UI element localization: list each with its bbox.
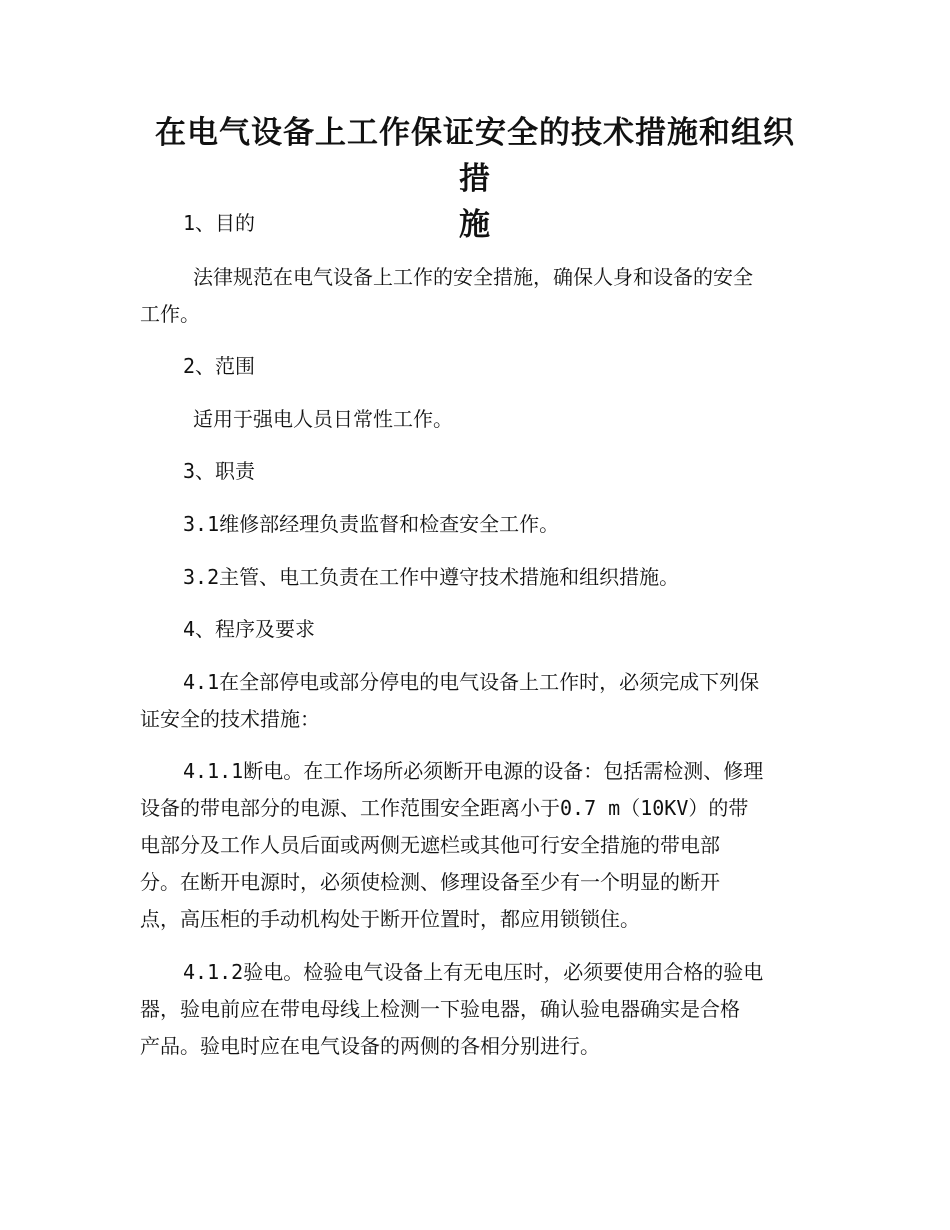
paragraph-line: 工作。: [140, 302, 200, 326]
paragraph-line: 器，验电前应在带电母线上检测一下验电器，确认验电器确实是合格: [140, 997, 740, 1021]
section-heading-scope: 2、范围: [183, 354, 256, 378]
paragraph-line: 3.2主管、电工负责在工作中遵守技术措施和组织措施。: [183, 565, 680, 589]
document-title-line-1: 在电气设备上工作保证安全的技术措施和组织措: [155, 115, 795, 197]
paragraph-line: 4.1.1断电。在工作场所必须断开电源的设备：包括需检测、修理: [183, 759, 764, 783]
document-title-line-2: 施: [459, 207, 491, 243]
paragraph-line: 法律规范在电气设备上工作的安全措施，确保人身和设备的安全: [193, 265, 753, 289]
paragraph-line: 3.1维修部经理负责监督和检查安全工作。: [183, 512, 560, 536]
paragraph-line: 点，高压柜的手动机构处于断开位置时，都应用锁锁住。: [140, 907, 640, 931]
section-heading-purpose: 1、目的: [183, 211, 256, 235]
paragraph-line: 设备的带电部分的电源、工作范围安全距离小于0.7 m（10KV）的带: [140, 796, 749, 820]
paragraph-line: 电部分及工作人员后面或两侧无遮栏或其他可行安全措施的带电部: [140, 833, 720, 857]
paragraph-line: 适用于强电人员日常性工作。: [193, 407, 453, 431]
paragraph-line: 分。在断开电源时，必须使检测、修理设备至少有一个明显的断开: [140, 870, 720, 894]
section-heading-duties: 3、职责: [183, 459, 256, 483]
paragraph-line: 4.1.2验电。检验电气设备上有无电压时，必须要使用合格的验电: [183, 960, 764, 984]
section-heading-procedure: 4、程序及要求: [183, 617, 316, 641]
paragraph-line: 4.1在全部停电或部分停电的电气设备上工作时，必须完成下列保: [183, 670, 760, 694]
paragraph-line: 产品。验电时应在电气设备的两侧的各相分别进行。: [140, 1034, 600, 1058]
paragraph-line: 证安全的技术措施：: [140, 707, 320, 731]
